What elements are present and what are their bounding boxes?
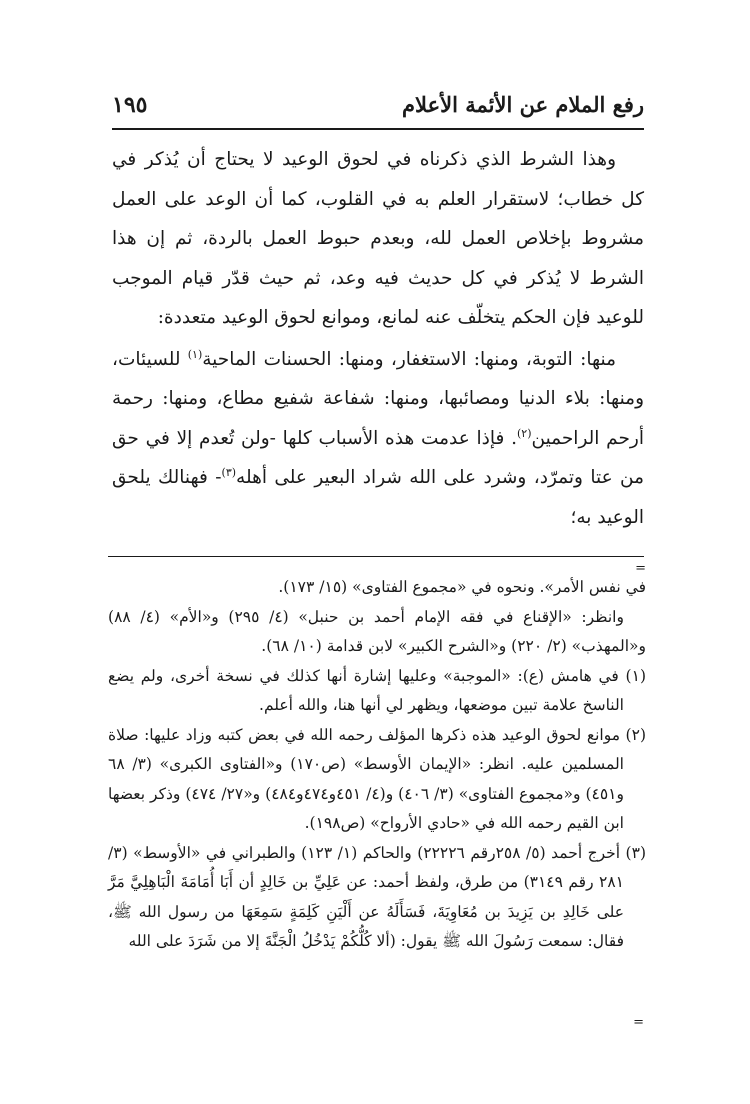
footnote-reference: (٣) [221, 465, 237, 479]
continuation-mark: = [633, 1015, 644, 1030]
paragraph-segment: منها: التوبة، ومنها: الاستغفار، ومنها: الحسنات الماحية [202, 348, 616, 370]
footnote: (٢) موانع لحوق الوعيد هذه ذكرها المؤلف رحمه الله في بعض كتبه وزاد عليها: صلاة المسلمين عليه. انظر: «الإيمان الأوسط» (ص١٧٠) و«الفتاوى الكبرى» (٣/ ٦٨ و٤٥١) و«مجموع الفتاوى» (٣/ ٤٠٦) و(٤/ ٤٥١و٤٧٤و٤٨٤) و«٢٧/ ٤٧٤) وذكر بعضها ابن القيم رحمه الله في «حادي الأرواح» (ص١٩٨). [108, 725, 646, 832]
footnote-continuation: في نفس الأمر». ونحوه في «مجموع الفتاوى» (١٥/ ١٧٣). [278, 578, 646, 596]
footnote-reference: (١) [187, 347, 203, 361]
footnote: (٣) أخرج أحمد (٥/ ٢٥٨رقم ٢٢٢٢٦) والحاكم (١/ ١٢٣) والطبراني في «الأوسط» (٣/ ٢٨١ رقم ٣١٤٩) من طرق، ولفظ أحمد: عن عَلِيِّ بن خَالِدٍ أن أَبَا أُمَامَةَ الْبَاهِلِيَّ مَرَّ على خَالِدِ بن يَزِيدَ بن مُعَاوِيَةَ، فَسَأَلَهُ عن أَلْيَنِ كَلِمَةٍ سَمِعَهَا من رسول الله ﷺ، فقال: سمعت رَسُولَ الله ﷺ يقول: (ألا كُلُّكُمْ يَدْخُلُ الْجَنَّةَ إلا من شَرَدَ على الله [108, 843, 646, 950]
footnote-separator [108, 556, 644, 557]
main-text [112, 140, 644, 537]
footnote: (١) في هامش (ع): «الموجبة» وعليها إشارة أنها كذلك في نسخة أخرى، ولم يضع الناسخ علامة تبين موضعها، ويظهر لي أنها هنا، والله أعلم. [108, 666, 646, 714]
paragraph-segment: - فهنالك يلحق الوعيد به؛ [112, 467, 644, 528]
page-number: ١٩٥ [112, 92, 148, 118]
page-header [112, 88, 644, 126]
paragraph-segment: للسيئات، ومنها: بلاء الدنيا ومصائبها، ومنها: شفاعة شفيع مطاع، ومنها: رحمة أرحم الراحمين [112, 348, 644, 449]
running-title: رفع الملام عن الأئمة الأعلام [402, 92, 644, 117]
footnote-continuation: وانظر: «الإقناع في فقه الإمام أحمد بن حنبل» (٤/ ٢٩٥) و«الأم» (٤/ ٨٨) و«المهذب» (٢/ ٢٢٠) و«الشرح الكبير» لابن قدامة (١٠/ ٦٨). [108, 607, 646, 655]
footnote-reference: (٢) [517, 426, 532, 440]
paragraph: وهذا الشرط الذي ذكرناه في لحوق الوعيد لا يحتاج أن يُذكر في كل خطاب؛ لاستقرار العلم به في القلوب، كما أن الوعد على العمل مشروط بإخلاص العمل لله، وبعدم حبوط العمل بالردة، ثم إن هذا الشرط لا يُذكر في كل حديث فيه وعد، ثم حيث قدّر قيام الموجب للوعيد فإن الحكم يتخلّف عنه لمانع، وموانع لحوق الوعيد متعددة: [112, 149, 644, 328]
footnotes [108, 573, 646, 957]
paragraph [112, 340, 644, 538]
header-rule [112, 128, 644, 130]
paragraph-segment: . فإذا عدمت هذه الأسباب كلها -ولن تُعدم إلا في حق من عتا وتمرّد، وشرد على الله شراد البعير على أهله [112, 427, 644, 488]
continuation-mark: = [635, 561, 646, 576]
